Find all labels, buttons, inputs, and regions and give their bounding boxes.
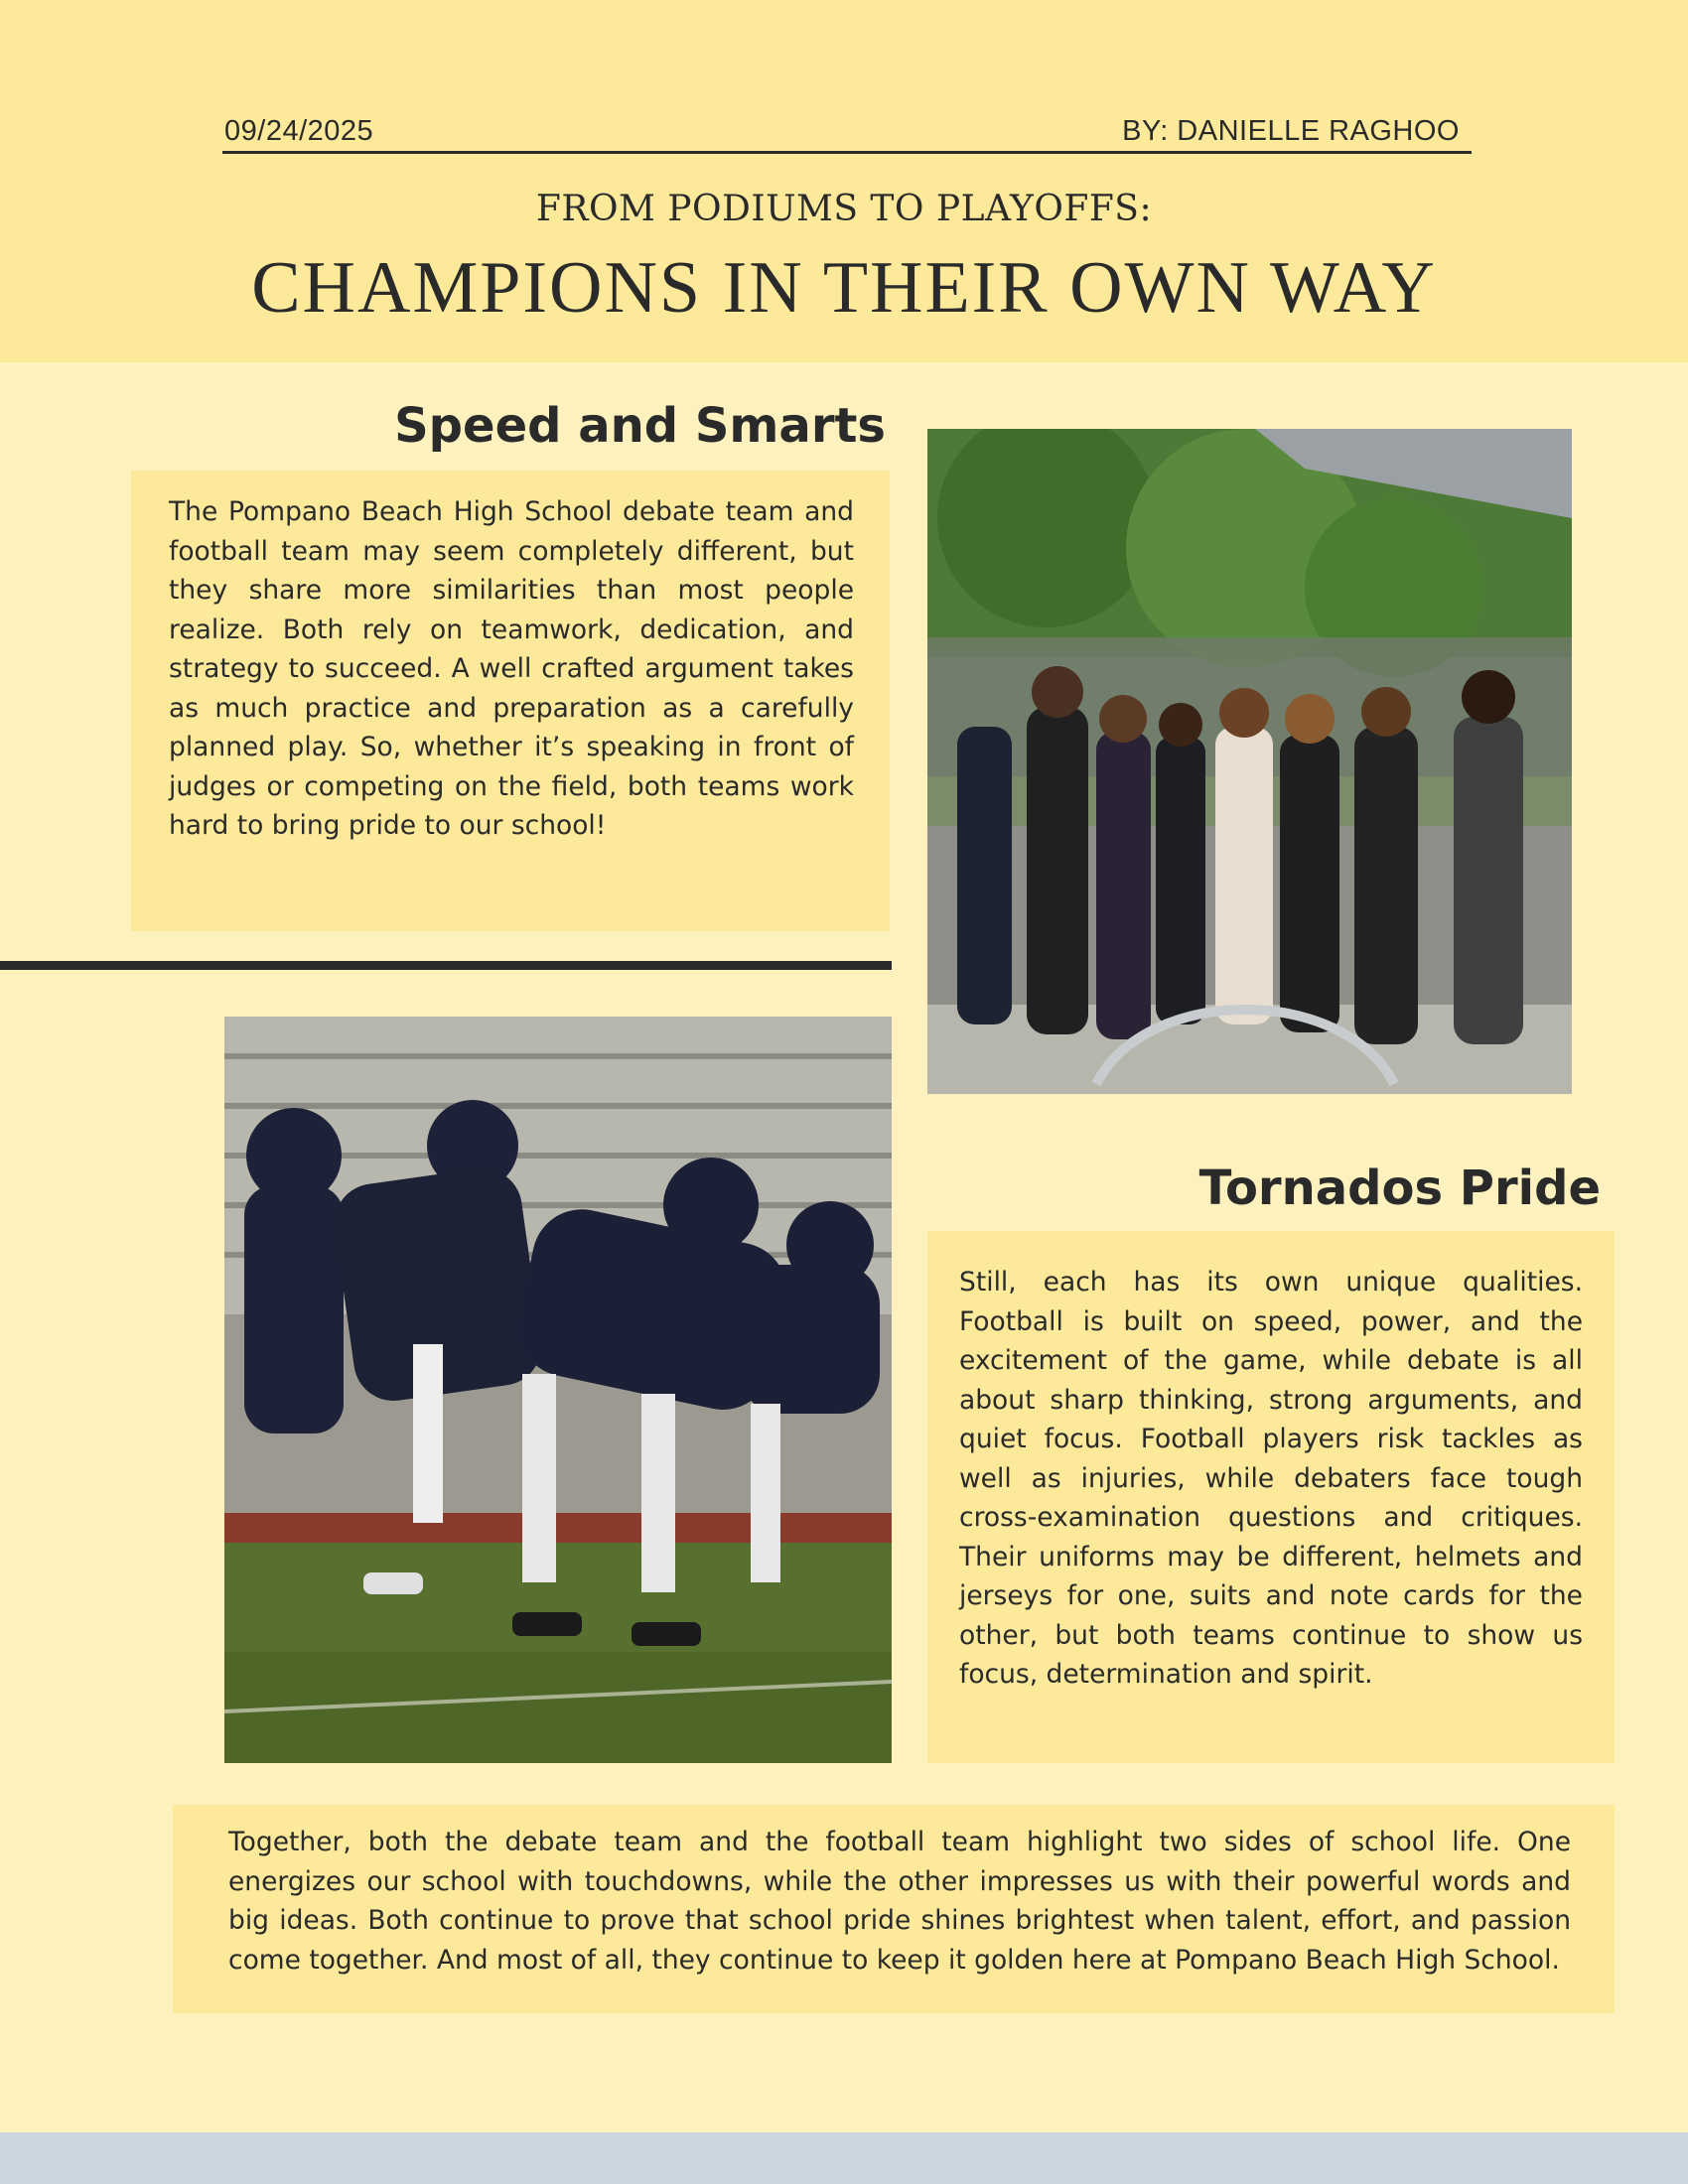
text-box-tornados-pride — [927, 1231, 1615, 1763]
body-text-speed-and-smarts: The Pompano Beach High School debate team and football team may seem completely different, but they share more similarities than most people realize. Both rely on teamwork, dedication, and strategy to succeed. A well crafted argument takes as much practice and preparation as a carefully planned play. So, whether it’s speaking in front of judges or competing on the field, both teams work hard to bring pride to our school! — [169, 496, 854, 841]
body-text-conclusion: Together, both the debate team and the football team highlight two sides of school life. One energizes our school with touchdowns, while the other impresses us with their powerful words and big ideas. Both continue to prove that school pride shines brightest when talent, effort, and passion come together. And most of all, they continue to keep it golden here at Pompano Beach High School. — [228, 1827, 1571, 1976]
footer-band — [0, 2132, 1688, 2184]
byline: BY: DANIELLE RAGHOO — [1122, 115, 1460, 147]
kicker: FROM PODIUMS TO PLAYOFFS: — [535, 189, 1153, 229]
text-box-conclusion — [173, 1805, 1615, 2013]
text-box-speed-and-smarts — [131, 471, 890, 931]
publish-date: 09/24/2025 — [224, 115, 374, 147]
headline: CHAMPIONS IN THEIR OWN WAY — [251, 247, 1437, 329]
photo-debate-team — [927, 429, 1572, 1094]
section-heading-tornados-pride: Tornados Pride — [1198, 1160, 1601, 1216]
section-heading-speed-and-smarts: Speed and Smarts — [394, 398, 886, 454]
photo-football-team — [224, 1017, 892, 1763]
meta-row — [222, 115, 1472, 154]
body-text-tornados-pride: Still, each has its own unique qualities. Football is built on speed, power, and the excitement of the game, while debate is all about sharp thinking, strong arguments, and quiet focus. Football players risk tackles as well as injuries, while debaters face tough cross-examination questions and critiques. Their uniforms may be different, helmets and jerseys for one, suits and note cards for the other, but both teams continue to show us focus, determination and spirit. — [959, 1267, 1583, 1690]
header-band — [0, 0, 1688, 362]
section-divider — [0, 961, 892, 970]
